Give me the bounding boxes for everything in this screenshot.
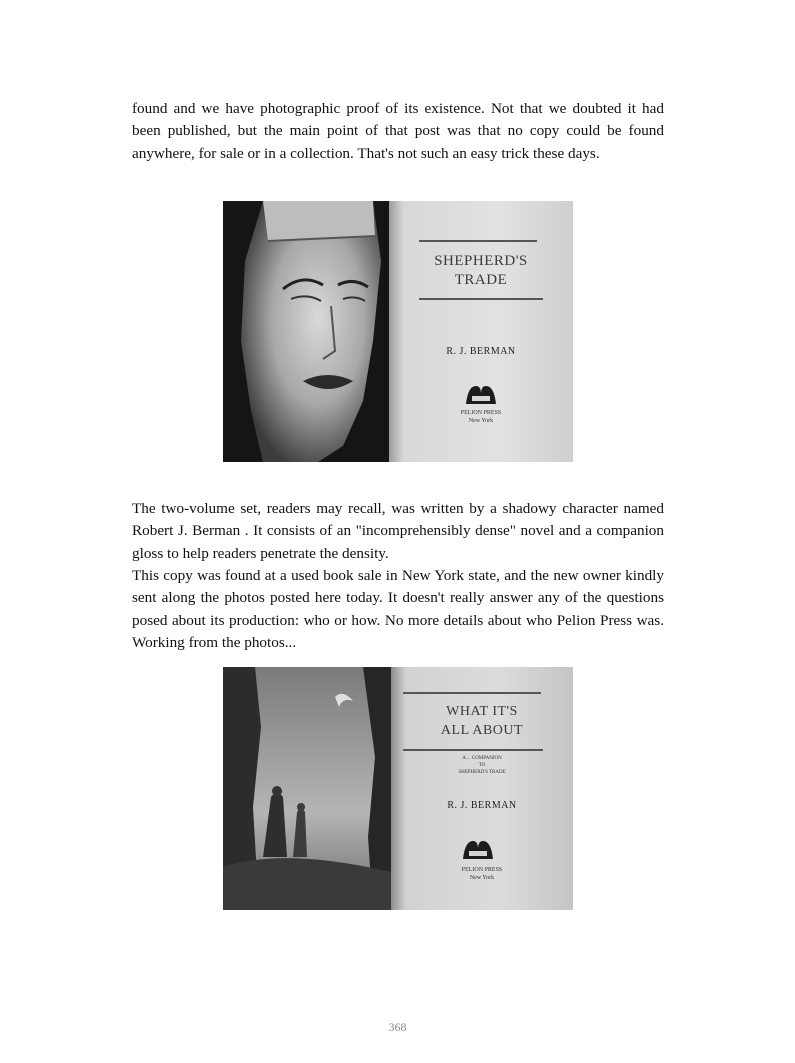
page-number: 368 bbox=[388, 1020, 407, 1034]
book-title-line-2: ALL ABOUT bbox=[440, 723, 524, 738]
book-author: R. J. BERMAN bbox=[446, 346, 516, 357]
book-title-line-2: TRADE bbox=[454, 272, 508, 288]
book-photo-what-its-all-about bbox=[223, 667, 573, 910]
pelion-press-logo-icon bbox=[464, 382, 498, 406]
publisher-city: New York bbox=[468, 418, 494, 424]
body-paragraph-1: found and we have photographic proof of its existence. Not that we doubted it had been published, but the main point of that post was that no copy could be found anywhere, for sale or in a collection. That's not such an easy trick these days. bbox=[132, 100, 664, 162]
title-page bbox=[391, 667, 573, 910]
book-title-line-1: SHEPHERD'S bbox=[434, 253, 528, 269]
publisher-name: PELION PRESS bbox=[460, 410, 502, 416]
book-title-line-1: WHAT IT'S bbox=[446, 704, 518, 719]
book-author: R. J. BERMAN bbox=[447, 800, 517, 811]
publisher-city: New York bbox=[469, 875, 495, 881]
publisher-name: PELION PRESS bbox=[461, 867, 503, 873]
sculpture-face-plate bbox=[223, 201, 389, 462]
subtitle-line-1: A ... COMPANION bbox=[462, 756, 502, 761]
subtitle-line-2: TO bbox=[478, 763, 486, 768]
subtitle-line-3: SHEPHERD'S TRADE bbox=[458, 770, 506, 775]
body-paragraph-3: This copy was found at a used book sale in New York state, and the new owner kindly sent along the photos posted here today. It doesn't really answer any of the questions posed about its production: who or how. No more details about who Pelion Press was. Working from the photos... bbox=[132, 567, 664, 652]
pelion-press-logo-icon bbox=[461, 837, 495, 861]
title-page bbox=[389, 201, 573, 462]
book-photo-shepherds-trade bbox=[223, 201, 573, 462]
body-paragraph-2: The two-volume set, readers may recall, was written by a shadowy character named Robert J. Berman . It consists of an "incomprehensibly dense" novel and a companion gloss to help readers penetrate the density. bbox=[132, 500, 664, 562]
engraving-plate bbox=[223, 667, 391, 910]
